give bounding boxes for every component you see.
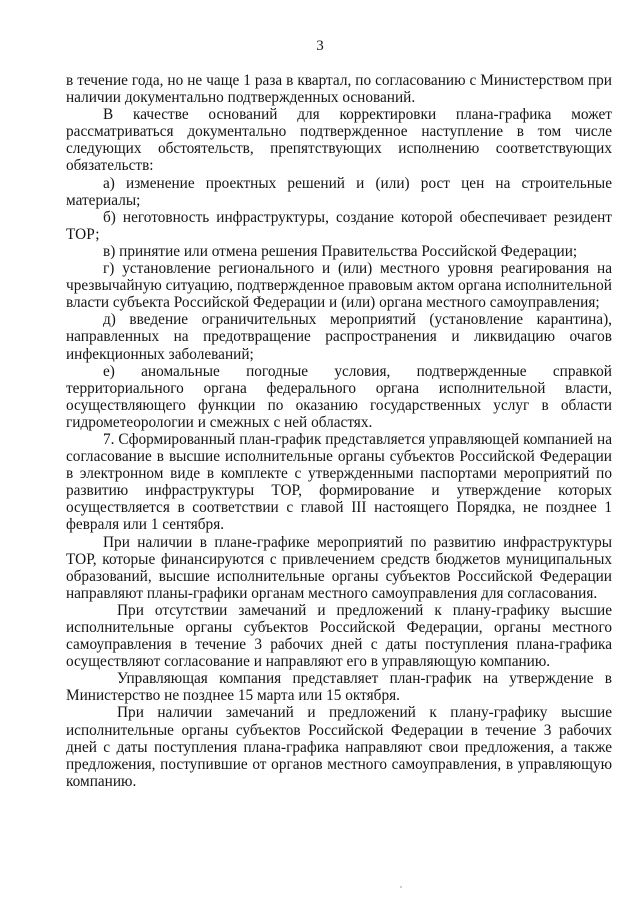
list-item-g: г) установление регионального и (или) местного уровня реагирования на чрезвычайную ситуацию, подтвержденное правовым актом органа исполнительной власти субъекта Российской Федерации и (или) органа местного самоуправления;	[66, 260, 612, 312]
paragraph-continuation: в течение года, но не чаще 1 раза в квартал, по согласованию с Министерством при наличии документально подтвержденных оснований.	[66, 72, 612, 107]
paragraph-approval-deadline: Управляющая компания представляет план-график на утверждение в Министерство не позднее 15 марта или 15 октября.	[66, 670, 612, 705]
list-item-d: д) введение ограничительных мероприятий (установление карантина), направленных на предотвращение распространения и ликвидацию очагов инфекционных заболеваний;	[66, 311, 612, 363]
paragraph-no-remarks: При отсутствии замечаний и предложений к плану-графику высшие исполнительные органы субъектов Российской Федерации, органы местного самоуправления в течение 3 рабочих дней с даты поступления плана-графика осуществляют согласование и направляют его в управляющую компанию.	[66, 601, 612, 671]
list-item-b: б) неготовность инфраструктуры, создание которой обеспечивает резидент ТОР;	[66, 208, 612, 243]
page-number: 3	[316, 38, 324, 54]
list-item-e: е) аномальные погодные условия, подтвержденные справкой территориального органа федерального органа исполнительной власти, осуществляющего функции по оказанию государственных услуг в области гидрометеорологии и смежных с ней областях.	[66, 362, 612, 431]
paragraph-correction-grounds: В качестве оснований для корректировки плана-графика может рассматриваться документально подтвержденное наступление в том числе следующих обстоятельств, препятствующих исполнению соответствующих обязательств:	[66, 106, 612, 175]
paragraph-municipal-funding: При наличии в плане-графике мероприятий по развитию инфраструктуры ТОР, которые финансируются с привлечением средств бюджетов муниципальных образований, высшие исполнительные органы субъектов Российской Федерации направляют планы-графики органам местного самоуправления для согласования.	[66, 533, 612, 602]
list-item-v: в) принятие или отмена решения Правительства Российской Федерации;	[103, 242, 578, 260]
list-item-a: а) изменение проектных решений и (или) рост цен на строительные материалы;	[66, 174, 612, 209]
paragraph-section-7: 7. Сформированный план-график представляется управляющей компанией на согласование в высшие исполнительные органы субъектов Российской Федерации в электронном виде в комплекте с утвержденными паспортами мероприятий по развитию инфраструктуры ТОР, формирование и утверждение которых осуществляется в соответствии с главой III настоящего Порядка, не позднее 1 февраля или 1 сентября.	[66, 430, 612, 534]
paragraph-with-remarks: При наличии замечаний и предложений к плану-графику высшие исполнительные органы субъектов Российской Федерации в течение 3 рабочих дней с даты поступления плана-графика направляют свои предложения, а также предложения, поступившие от органов местного самоуправления, в управляющую компанию.	[66, 704, 612, 790]
document-body	[66, 72, 612, 790]
scan-speck	[400, 886, 402, 888]
